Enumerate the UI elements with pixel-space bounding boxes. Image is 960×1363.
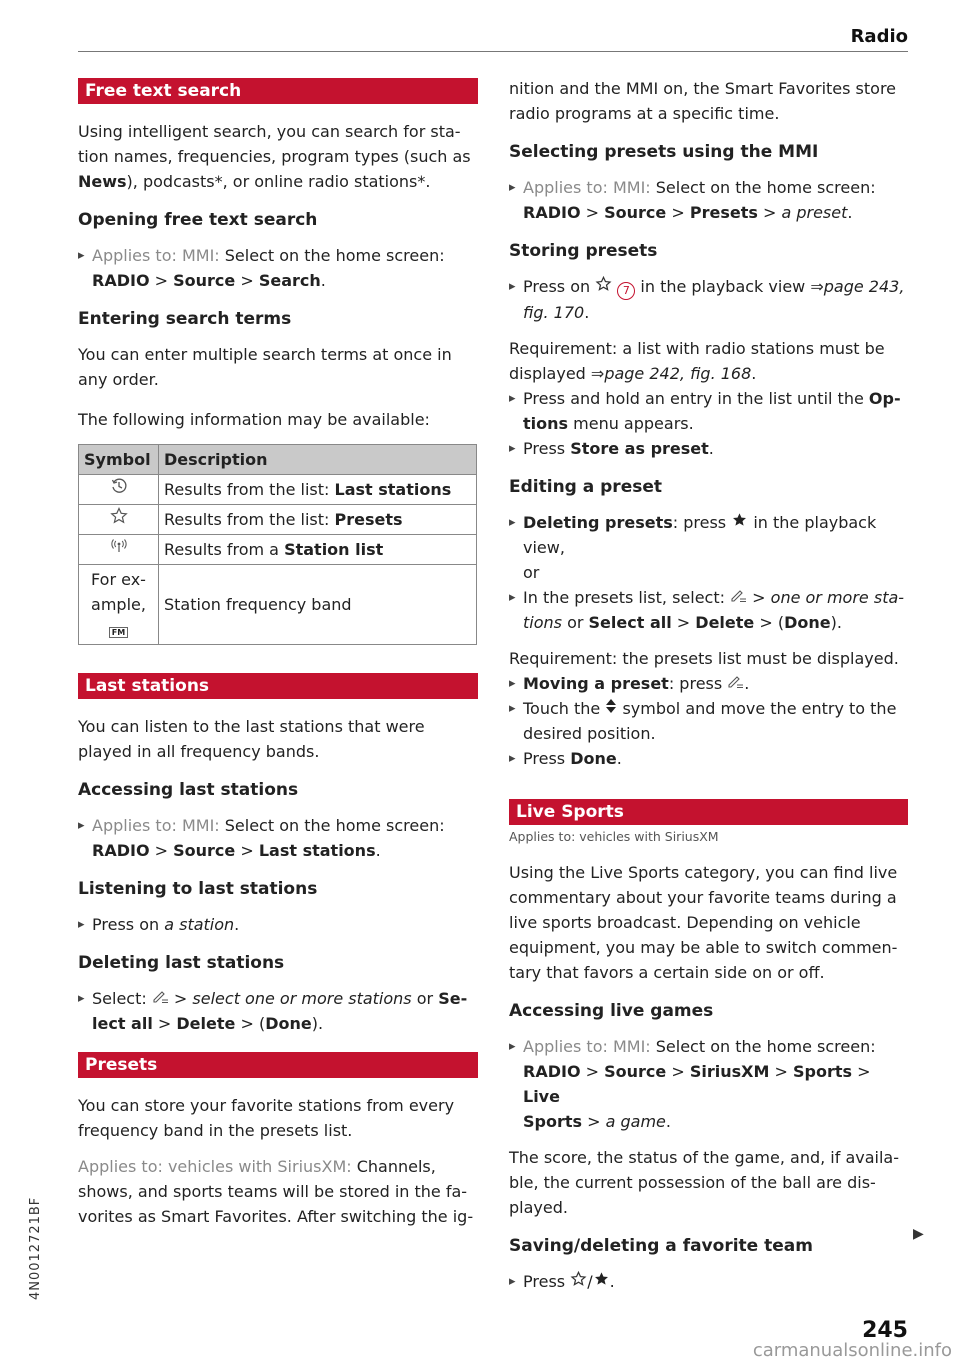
presets-intro: You can store your favorite stations from every frequency band in the presets list. [78,1096,455,1140]
accessing-nav-path: RADIO > Source > Last stations. [92,841,381,860]
arrow-ref-icon: ⇒ [810,277,824,296]
table-header-description: Description [159,445,477,475]
fm-badge-icon: FM [109,627,128,638]
edit-list-icon [727,674,744,689]
opening-step: ▸ Applies to: MMI: Select on the home screen: [78,243,478,268]
opening-free-text-search-title: Opening free text search [78,210,318,230]
listening-step: ▸ Press on a station. [78,912,478,937]
table-row: For ex- ample, FM Station frequency band [79,565,477,645]
continue-arrow-icon: ▶ [913,1226,924,1242]
history-icon [110,477,128,495]
storing-presets-title: Storing presets [509,241,658,261]
table-header-symbol: Symbol [79,445,159,475]
arrow-ref-icon: ⇒ [590,364,605,383]
table-header-row [79,445,477,475]
deleting-presets-step: ▸ Deleting presets: press in the playback view, [509,510,909,560]
edit-list-icon [730,588,747,603]
table-row: Results from the list: Last stations [79,475,477,505]
press-done-step: ▸ Press Done. [509,746,909,771]
star-outline-icon [570,1271,587,1287]
following-info: The following information may be available: [78,410,430,429]
touch-symbol-step: ▸ Touch the symbol and move the entry to the [509,696,909,721]
header-rule [78,51,908,52]
presets-list-step: ▸ In the presets list, select: > one or more sta- [509,585,909,610]
storing-step: ▸ Press on 7 in the playback view ⇒page 243, [509,274,909,300]
saving-favorite-team-title: Saving/deleting a favorite team [509,1236,813,1256]
requirement-presets: Requirement: the presets list must be displayed. [509,649,899,668]
star-filled-icon [593,1271,610,1287]
star-outline-icon [110,507,128,525]
move-updown-icon [605,698,617,714]
star-outline-icon [595,276,612,292]
table-row: Results from the list: Presets [79,505,477,535]
accessing-last-stations-title: Accessing last stations [78,780,299,800]
selecting-presets-title: Selecting presets using the MMI [509,142,819,162]
symbol-table [78,444,477,645]
live-sports-heading: Live Sports [509,799,908,825]
entering-search-terms-title: Entering search terms [78,309,292,329]
free-text-intro: Using intelligent search, you can search for sta- tion names, frequencies, program types (such as News), podcasts*, or online radio stations*. [78,122,471,191]
editing-preset-title: Editing a preset [509,477,662,497]
presets-heading: Presets [78,1052,478,1078]
left-column [78,78,478,1229]
store-as-preset-step: ▸ Press Store as preset. [509,436,909,461]
last-stations-intro: You can listen to the last stations that were played in all frequency bands. [78,717,425,761]
callout-7-icon: 7 [617,282,635,300]
watermark: carmanualsonline.info [752,1340,952,1361]
live-sports-applies: Applies to: vehicles with SiriusXM [509,829,719,844]
saving-step: ▸ Press / . [509,1269,909,1294]
accessing-step: ▸ Applies to: MMI: Select on the home screen: [78,813,478,838]
deleting-step: ▸ Select: > select one or more stations or Se- [78,986,478,1011]
smart-favorites-continued: nition and the MMI on, the Smart Favorites store radio programs at a specific time. [509,79,897,123]
score-text: The score, the status of the game, and, if availa- ble, the current possession of the ball are dis- played. [509,1148,899,1217]
deleting-nav-path: lect all > Delete > (Done). [92,1014,324,1033]
opening-nav-path: RADIO > Source > Search. [92,271,326,290]
free-text-search-heading: Free text search [78,78,478,104]
listening-last-stations-title: Listening to last stations [78,879,318,899]
table-row: Results from a Station list [79,535,477,565]
hold-step: ▸ Press and hold an entry in the list until the Op- [509,386,909,411]
star-filled-icon [731,512,748,528]
last-stations-heading: Last stations [78,673,478,699]
requirement-list: Requirement: a list with radio stations must be displayed ⇒page 242, fig. 168. [509,339,885,383]
edit-list-icon [152,989,169,1004]
moving-preset-step: ▸ Moving a preset: press . [509,671,909,696]
live-sports-intro: Using the Live Sports category, you can find live commentary about your favorite teams during a live sports broadcast. Depending on vehicle equipment, you may be able to switch commen- tary that favors a certain side on or off. [509,863,898,982]
deleting-last-stations-title: Deleting last stations [78,953,285,973]
entering-text: You can enter multiple search terms at once in any order. [78,345,452,389]
accessing-live-games-title: Accessing live games [509,1001,714,1021]
page-number: 245 [862,1318,908,1343]
presets-siriusxm: Applies to: vehicles with SiriusXM: Channels, shows, and sports teams will be stored in the fa- vorites as Smart Favorites. After switching the ig- [78,1157,474,1226]
accessing-live-step: ▸ Applies to: MMI: Select on the home screen: [509,1034,909,1059]
storing-figure-ref: fig. 170. [523,303,590,322]
radio-antenna-icon [110,537,128,555]
right-column: nition and the MMI on, the Smart Favorites store radio programs at a specific time. Selecting presets using the MMI ▸ Applies to: MMI: Select on the home screen: RADIO > Source > Presets > a preset. Storing presets ▸ Press on 7 in the playback view ⇒page 243, fig. 170. Requirement: a list with radio stations must be displayed ⇒page 242, fig. 168. ▸ Press and hold an entry in the list until the Op- tions menu appears. ▸ Press Store as preset. Editing a preset ▸ Deleting presets: press in the playback view, or ▸ In the presets list, select: > one or more sta- tions or Select all > Delete > (Done). Requirement: the presets list must be displayed. ▸ Moving a preset: press . ▸ Touch the symbol and move the entry to the desired position. ▸ Press Done. Live Sports Applies to: vehicles with SiriusXM Using the Live Sports category, you can find live commentary about your favorite teams during a live sports broadcast. Depending on vehicle equipment, you may be able to switch commen- tary that favors a certain side on or off. Accessing live games ▸ Applies to: MMI: Select on the home screen: RADIO > Source > SiriusXM > Sports > Live Sports > a game. The score, the status of the game, and, if availa- ble, the current possession of the ball are dis- played. Saving/deleting a favorite team ▸ Press / . [509,76,909,1294]
section-title: Radio [850,26,908,47]
selecting-nav-path: RADIO > Source > Presets > a preset. [523,203,853,222]
selecting-step: ▸ Applies to: MMI: Select on the home screen: [509,175,909,200]
document-code: 4N0012721BF [28,1196,43,1300]
